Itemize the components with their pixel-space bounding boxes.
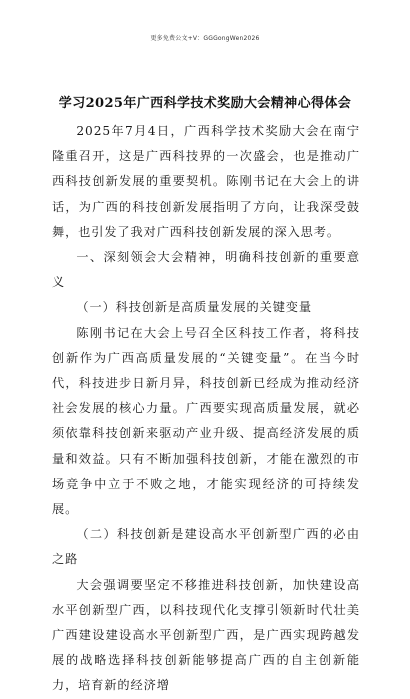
- document-title: 学习2025年广西科学技术奖励大会精神心得体会: [58, 96, 352, 111]
- paragraph-innovative-guangxi: 大会强调要坚定不移推进科技创新，加快建设高水平创新型广西，以科技现代化支撑引领新时代壮美广西建设建设高水平创新型广西，是广西实现跨越发展的战略选择科技创新能够提高广西的自主创新能力，培育新的经济增: [52, 577, 360, 693]
- subsection-heading-2: （二）科技创新是建设高水平创新型广西的必由之路: [52, 527, 360, 567]
- paragraph-key-variable: 陈刚书记在大会上号召全区科技工作者，将科技创新作为广西高质量发展的“关键变量”。在当今时代，科技进步日新月异，科技创新已经成为推动经济社会发展的核心力量。广西要实现高质量发展，就必须依靠科技创新来驱动产业升级、提高经济发展的质量和效益。只有不断加强科技创新，才能在激烈的市场竞争中立于不败之地，才能实现经济的可持续发展。: [52, 325, 360, 517]
- section-heading-1: 一、深刻领会大会精神，明确科技创新的重要意义: [52, 250, 360, 290]
- paragraph-intro: 2025年7月4日，广西科学技术奖励大会在南宁隆重召开，这是广西科技界的一次盛会，也是推动广西科技创新发展的重要契机。陈刚书记在大会上的讲话，为广西的科技创新发展指明了方向，让我深受鼓舞，也引发了我对广西科技创新发展的深入思考。: [52, 124, 360, 239]
- header-promo-note: 更多免费公文+V：GGGongWen2026: [150, 35, 260, 42]
- document-body: [52, 119, 360, 699]
- subsection-heading-1: （一）科技创新是高质量发展的关键变量: [76, 300, 312, 315]
